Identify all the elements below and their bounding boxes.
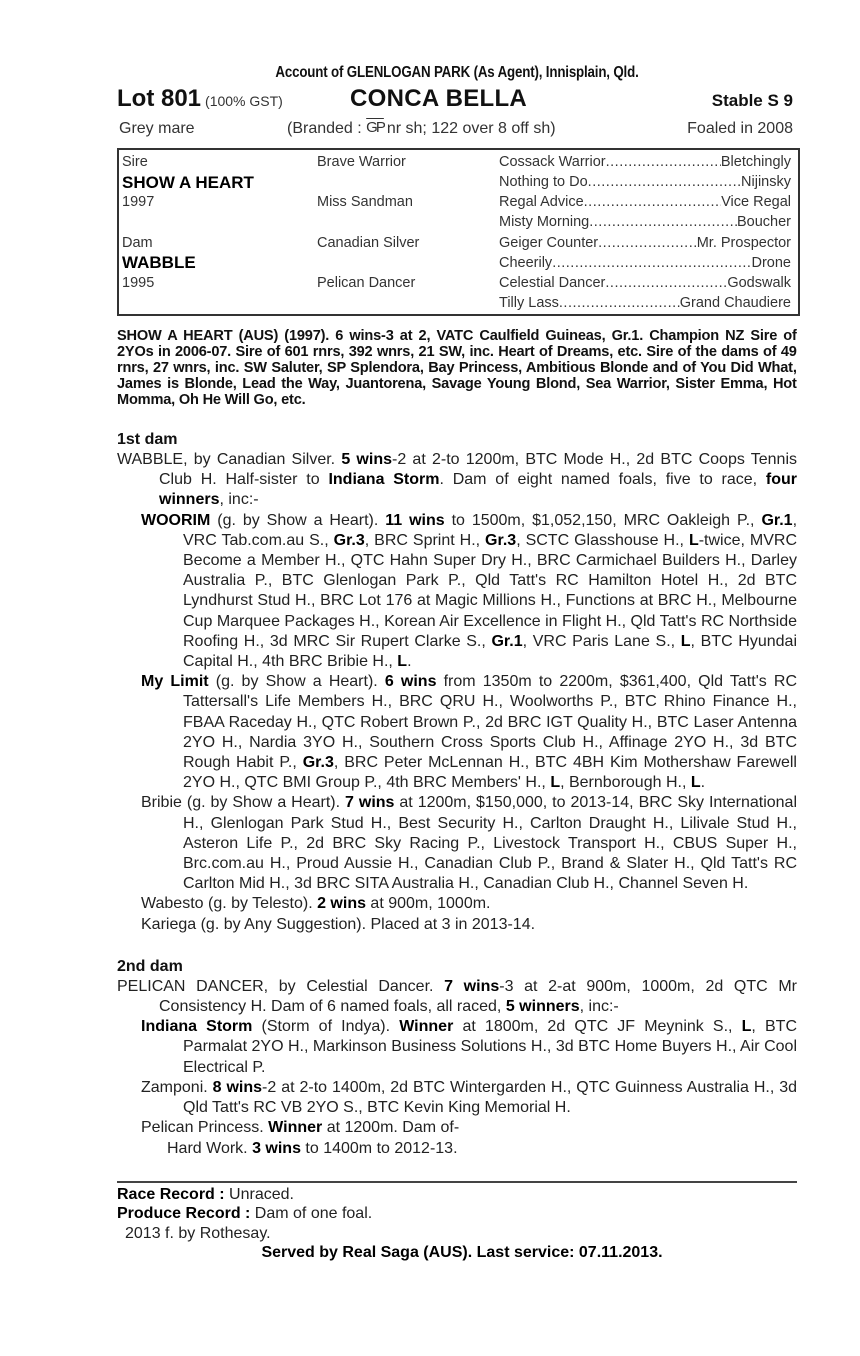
leader-dots [588, 172, 741, 192]
race-record: Race Record : Unraced. [117, 1185, 294, 1203]
gen2-sire-dam: Miss Sandman [317, 194, 413, 210]
progeny-indiana-storm: Indiana Storm (Storm of Indya). Winner at 1800m, 2d QTC JF Meynink S., L, BTC Parmalat 2YO H., Markinson Business Solutions H., 3d BTC Home Buyers H., Air Cool Electrical P. [141, 1018, 798, 1076]
progeny-pelican-princess: Pelican Princess. Winner at 1200m. Dam of- [141, 1119, 460, 1137]
gen3-row [499, 253, 791, 273]
brand-info [287, 114, 556, 144]
leader-dots [552, 253, 751, 273]
first-dam-intro: WABBLE, by Canadian Silver. 5 wins-2 at 2-to 1200m, BTC Mode H., 2d BTC Coops Tennis Club H. Half-sister to Indiana Storm. Dam of eight named foals, five to race, four winners, inc:- [117, 451, 798, 509]
gen2-dam-dam: Pelican Dancer [317, 275, 416, 291]
dam-name: WABBLE [122, 253, 196, 272]
leader-dots [559, 293, 680, 313]
produce-record: Produce Record : Dam of one foal. [117, 1205, 373, 1223]
gen3-sire: Nijinsky [741, 174, 791, 190]
lot-label: Lot 801 [117, 85, 202, 112]
gen3-sire: Grand Chaudiere [679, 295, 791, 311]
gen3-sire: Boucher [736, 214, 791, 230]
lot-line [117, 84, 797, 114]
gen3-sire: Godswalk [727, 275, 791, 291]
gen3-row [499, 172, 791, 192]
gen3-row [499, 192, 791, 212]
leader-dots [584, 192, 722, 212]
gen3-horse: Nothing to Do [499, 174, 588, 190]
service-note: Served by Real Saga (AUS). Last service: 07.11.2013. [261, 1244, 663, 1262]
sire-label: Sire [122, 154, 148, 170]
gen3-row [499, 273, 791, 293]
progeny-hard-work: Hard Work. 3 wins to 1400m to 2012-13. [167, 1139, 458, 1157]
gen3-horse: Regal Advice [499, 194, 584, 210]
brand-mark-icon: $\overline{GP}$ [366, 119, 384, 136]
leader-dots [606, 152, 721, 172]
gst-note: (100% GST) [205, 93, 283, 109]
progeny-wabesto: Wabesto (g. by Telesto). 2 wins at 900m, 1000m. [141, 895, 491, 913]
gen3-horse: Geiger Counter [499, 235, 599, 251]
gen3-row [499, 152, 791, 172]
pedigree-table [117, 148, 800, 316]
stable-number: Stable S 9 [711, 91, 793, 110]
leader-dots [598, 233, 697, 253]
sire-name: SHOW A HEART [122, 173, 254, 192]
progeny-zamponi: Zamponi. 8 wins-2 at 2-to 1400m, 2d BTC Wintergarden H., QTC Guinness Australia H., 3d Qld Tatt's RC VB 2YO S., BTC Kevin King Memorial H. [141, 1078, 798, 1117]
gen3-sire: Drone [751, 255, 791, 271]
foal-entry: 2013 f. by Rothesay. [125, 1224, 271, 1242]
catalogue-page [117, 62, 797, 1263]
horse-name: CONCA BELLA [350, 85, 528, 112]
brand-prefix: (Branded : [287, 120, 362, 137]
vendor-account: Account of GLENLOGAN PARK (As Agent), Innisplain, Qld. [275, 64, 639, 81]
gen3-row [499, 293, 791, 313]
colour-sex: Grey mare [119, 120, 195, 137]
second-dam-heading: 2nd dam [117, 957, 183, 975]
foaled-year: Foaled in 2008 [687, 120, 793, 137]
records-section [117, 1181, 797, 1263]
progeny-my-limit: My Limit (g. by Show a Heart). 6 wins from 1350m to 2200m, $361,400, Qld Tatt's RC Tattersall's Life Members H., BRC QRU H., Woolworths P., BTC Rhino Finance H., FBAA Raceday H., QTC Robert Brown P., 2d BRC IGT Quality H., BTC Laser Antenna 2YO H., Nardia 3YO H., Southern Cross Sports Club H., Affinage 2YO H., 3d BTC Rough Habit P., Gr.3, BRC Peter McLennan H., BTC 4BH Kim Mothershaw Farewell 2YO H., QTC BMI Group P., 4th BRC Members' H., L, Bernborough H., L. [141, 673, 798, 792]
progeny-woorim: WOORIM (g. by Show a Heart). 11 wins to 1500m, $1,052,150, MRC Oakleigh P., Gr.1, VRC Tab.com.au S., Gr.3, BRC Sprint H., Gr.3, SCTC Glasshouse H., L-twice, MVRC Become a Member H., QTC Hahn Super Dry H., BRC Carmichael Builders H., Darley Australia P., BTC Glenlogan Park P., Qld Tatt's RC Hamilton Hotel H., 2d BTC Lyndhurst Stud H., BRC Lot 176 at Magic Millions H., Functions at BRC H., Melbourne Cup Marquee Packages H., Korean Air Excellence in Flight H., Qld Tatt's RC Northside Roofing H., 3d MRC Sir Rupert Clarke S., Gr.1, VRC Paris Lane S., L, BTC Hyundai Capital H., 4th BRC Bribie H., L. [141, 511, 798, 671]
gen3-horse: Tilly Lass [499, 295, 559, 311]
leader-dots [589, 212, 737, 232]
sire-year: 1997 [122, 194, 155, 210]
gen3-horse: Celestial Dancer [499, 275, 606, 291]
dam-year: 1995 [122, 275, 155, 291]
first-dam-heading: 1st dam [117, 431, 178, 448]
gen3-sire: Bletchingly [720, 154, 791, 170]
leader-dots [605, 273, 727, 293]
dam-label: Dam [122, 235, 153, 251]
second-dam-intro: PELICAN DANCER, by Celestial Dancer. 7 wins-3 at 2-at 900m, 1000m, 2d QTC Mr Consistency H. Dam of 6 named foals, all raced, 5 winners, inc:- [117, 977, 798, 1016]
gen3-horse: Cheerily [499, 255, 553, 271]
gen3-row [499, 233, 791, 253]
gen3-horse: Misty Morning [499, 214, 590, 230]
gen3-sire: Vice Regal [721, 194, 791, 210]
lot-number [117, 84, 283, 116]
brand-suffix: nr sh; 122 over 8 off sh) [386, 120, 556, 137]
gen2-sire-sire: Brave Warrior [317, 154, 406, 170]
gen2-dam-sire: Canadian Silver [317, 235, 420, 251]
sire-summary: SHOW A HEART (AUS) (1997). 6 wins-3 at 2, VATC Caulfield Guineas, Gr.1. Champion NZ Sire of 2YOs in 2006-07. Sire of 601 rnrs, 392 wnrs, 21 SW, inc. Heart of Dreams, etc. Sire of the dams of 49 rnrs, 27 wnrs, inc. SW Saluter, SP Splendora, Bay Princess, Ambitious Blonde and of You Did What, James is Blonde, Lead the Way, Juantorena, Savage Young Blond, Sea Warrior, Sister Emma, Hot Momma, Oh He Will Go, etc. [117, 327, 797, 408]
progeny-kariega: Kariega (g. by Any Suggestion). Placed at 3 in 2013-14. [141, 915, 536, 933]
horse-details [117, 114, 797, 144]
gen3-row [499, 212, 791, 232]
gen3-horse: Cossack Warrior [499, 154, 606, 170]
gen3-sire: Mr. Prospector [696, 235, 791, 251]
progeny-bribie: Bribie (g. by Show a Heart). 7 wins at 1200m, $150,000, to 2013-14, BRC Sky International H., Glenlogan Park Stud H., Best Security H., Carlton Draught H., Lilivale Stud H., Asteron Life P., 2d BRC Sky Racing P., Livestock Transport H., CBUS Super H., Brc.com.au H., Proud Aussie H., Canadian Club P., Brand & Slater H., Qld Tatt's RC Carlton Mid H., 3d BRC SITA Australia H., Canadian Club H., Channel Seven H. [141, 794, 798, 893]
